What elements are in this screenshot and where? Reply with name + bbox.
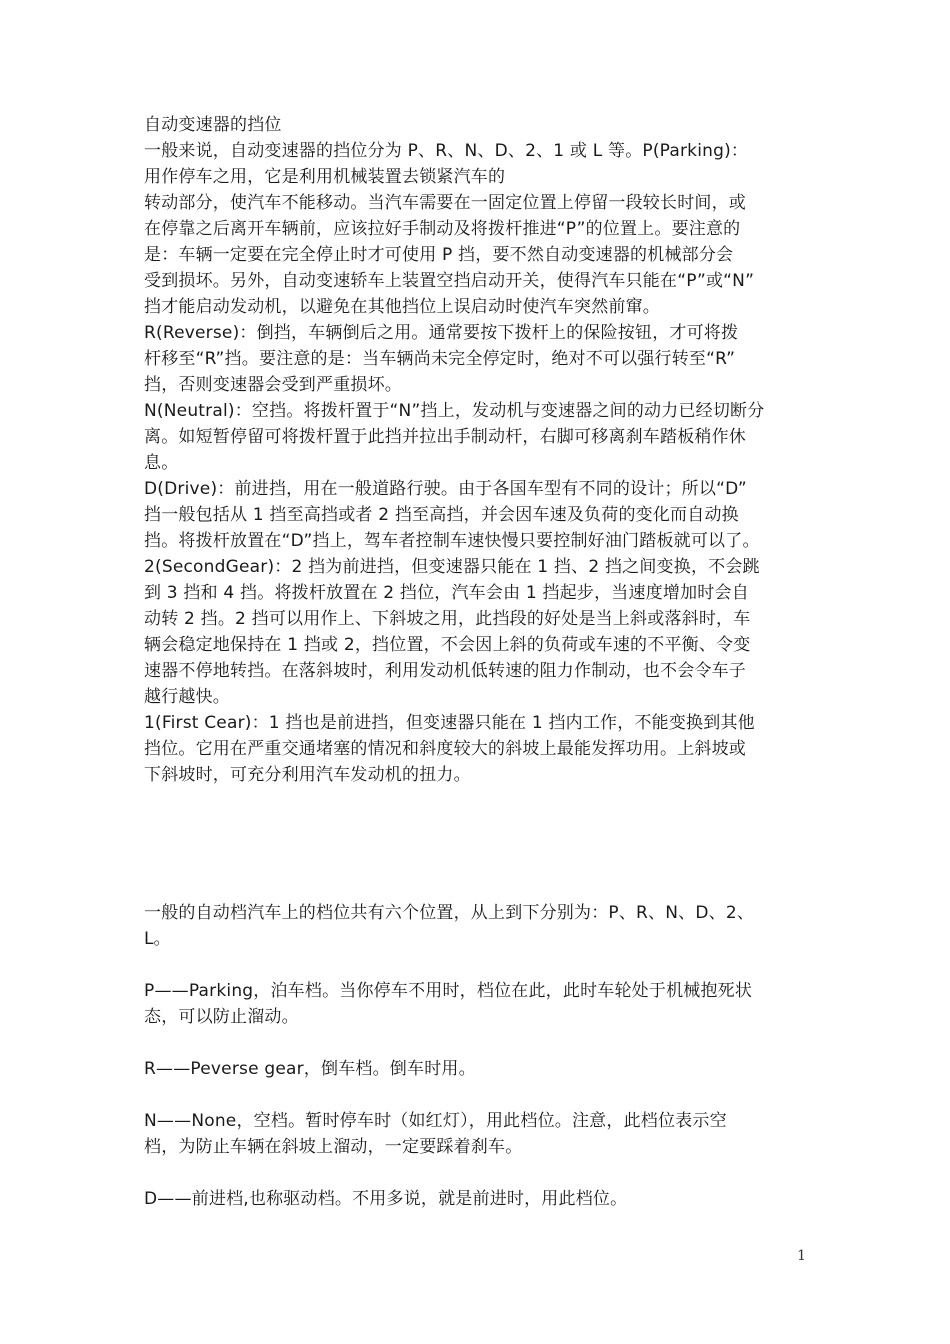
section-six-positions [144,900,812,1238]
text-line: 转动部分，使汽车不能移动。当汽车需要在一固定位置上停留一段较长时间，或 [144,193,746,213]
paragraph [144,1056,812,1082]
page-number: 1 [797,1248,806,1264]
text-line: 一般来说，自动变速器的挡位分为 P、R、N、D、2、1 或 L 等。P(Parking)： [144,141,749,161]
text-line: 越行越快。 [144,687,230,707]
text-line: 受到损坏。另外，自动变速轿车上装置空挡启动开关，使得汽车只能在“P”或“N” [144,271,755,291]
text-line: 挡，否则变速器会受到严重损坏。 [144,375,402,395]
text-line: 速器不停地转挡。在落斜坡时，利用发动机低转速的阻力作制动，也不会令车子 [144,661,746,681]
text-line: 离。如短暂停留可将拨杆置于此挡并拉出手制动杆，右脚可移离刹车踏板稍作休 [144,427,746,447]
paragraph [144,978,812,1030]
text-line: 2(SecondGear)：2 挡为前进挡，但变速器只能在 1 挡、2 挡之间变换，不会跳 [144,557,760,577]
text-line: R——Peverse gear，倒车档。倒车时用。 [144,1059,476,1079]
text-line: 辆会稳定地保持在 1 挡或 2，挡位置，不会因上斜的负荷或车速的不平衡、令变 [144,635,751,655]
text-line: 是：车辆一定要在完全停止时才可使用 P 挡，要不然自动变速器的机械部分会 [144,245,734,265]
text-line: P——Parking，泊车档。当你停车不用时，档位在此，此时车轮处于机械抱死状 [144,981,753,1001]
text-line: 挡才能启动发动机，以避免在其他挡位上误启动时使汽车突然前窜。 [144,297,660,317]
text-line: 在停靠之后离开车辆前，应该拉好手制动及将拨杆推进“P”的位置上。要注意的 [144,219,741,239]
text-line: 杆移至“R”挡。要注意的是：当车辆尚未完全停定时，绝对不可以强行转至“R” [144,349,736,369]
text-line: 用作停车之用，它是利用机械装置去锁紧汽车的 [144,167,506,187]
text-line: 息。 [144,453,179,473]
text-line: 挡位。它用在严重交通堵塞的情况和斜度较大的斜坡上最能发挥功用。上斜坡或 [144,739,746,759]
section-gear-positions [144,112,812,788]
text-line: D(Drive)：前进挡，用在一般道路行驶。由于各国车型有不同的设计；所以“D” [144,479,747,499]
text-line: L。 [144,929,171,949]
text-line: 挡。将拨杆放置在“D”挡上，驾车者控制车速快慢只要控制好油门踏板就可以了。 [144,531,760,551]
text-line: 到 3 挡和 4 挡。将拨杆放置在 2 挡位，汽车会由 1 挡起步，当速度增加时会自 [144,583,749,603]
section-title: 自动变速器的挡位 [144,115,282,135]
text-line: 下斜坡时，可充分利用汽车发动机的扭力。 [144,765,471,785]
text-line: 态，可以防止溜动。 [144,1007,299,1027]
text-line: 1(First Cear)：1 挡也是前进挡，但变速器只能在 1 挡内工作，不能变换到其他 [144,713,755,733]
paragraph [144,900,812,952]
text-line: 挡一般包括从 1 挡至高挡或者 2 挡至高挡，并会因车速及负荷的变化而自动换 [144,505,739,525]
text-line: R(Reverse)：倒挡，车辆倒后之用。通常要按下拨杆上的保险按钮，才可将拨 [144,323,739,343]
text-line: 档，为防止车辆在斜坡上溜动，一定要踩着刹车。 [144,1137,523,1157]
text-line: N——None，空档。暂时停车时（如红灯），用此档位。注意，此档位表示空 [144,1111,727,1131]
paragraph [144,1108,812,1160]
text-line: 一般的自动档汽车上的档位共有六个位置，从上到下分别为：P、R、N、D、2、 [144,903,755,923]
section1-body [144,138,812,788]
paragraph [144,1186,812,1212]
text-line: D——前进档,也称驱动档。不用多说，就是前进时，用此档位。 [144,1189,628,1209]
text-line: N(Neutral)：空挡。将拨杆置于“N”挡上，发动机与变速器之间的动力已经切断分 [144,401,765,421]
text-line: 动转 2 挡。2 挡可以用作上、下斜坡之用，此挡段的好处是当上斜或落斜时，车 [144,609,751,629]
